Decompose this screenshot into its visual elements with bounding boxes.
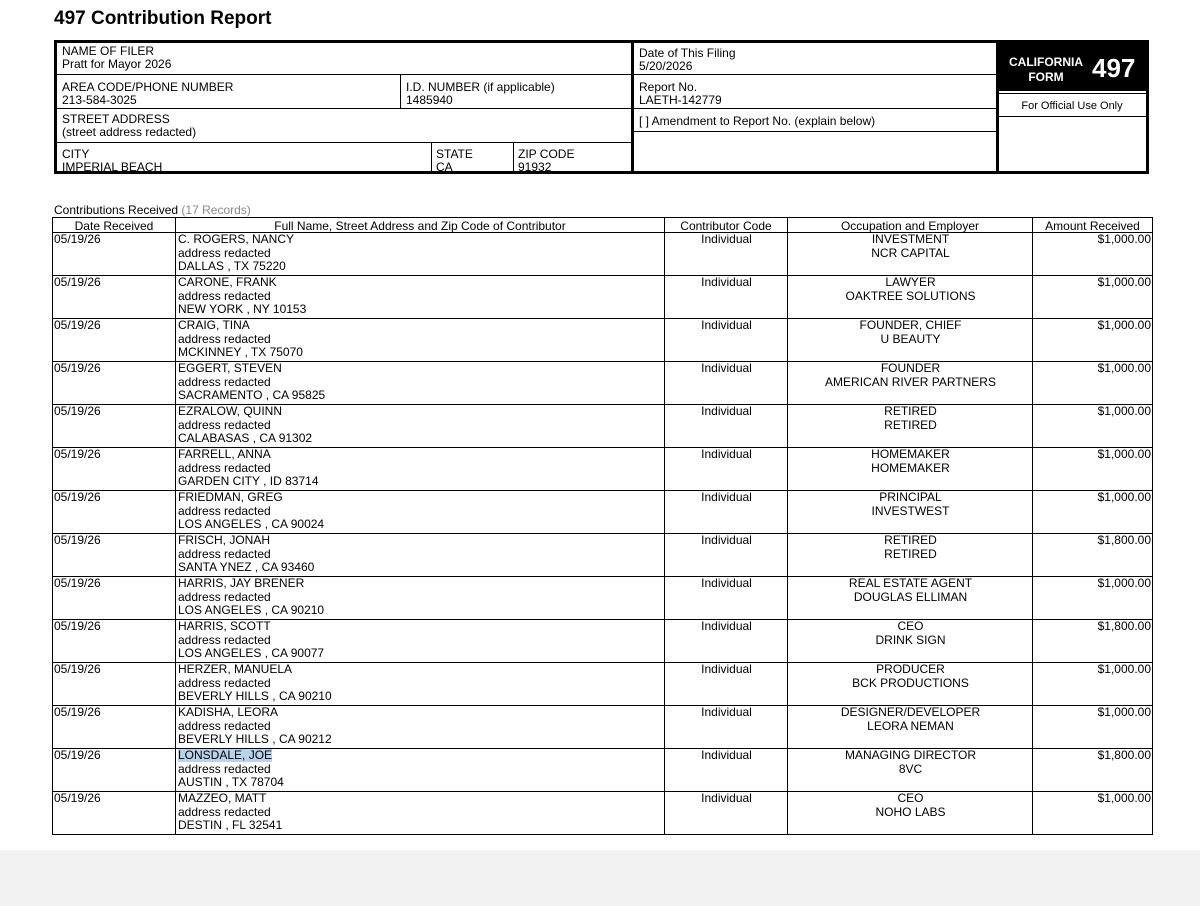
contributor-city: MCKINNEY , TX 75070 (178, 345, 303, 359)
official-use-label: For Official Use Only (998, 93, 1146, 117)
state-value: CA (436, 160, 453, 174)
table-row (53, 276, 1153, 319)
amount-received: $1,000.00 (1033, 491, 1153, 534)
form-id-badge (998, 43, 1146, 91)
filing-date-label: Date of This Filing (639, 46, 736, 60)
date-received: 05/19/26 (53, 620, 176, 663)
street-label: STREET ADDRESS (62, 112, 170, 126)
contributor-code: Individual (665, 577, 788, 620)
contributor-name[interactable]: FARRELL, ANNA (178, 447, 271, 461)
occupation: LAWYER (885, 275, 936, 289)
occupation: CEO (897, 619, 924, 633)
form-id-block (998, 43, 1146, 171)
employer: BCK PRODUCTIONS (852, 675, 969, 690)
date-received: 05/19/26 (53, 706, 176, 749)
contributor-city: LOS ANGELES , CA 90077 (178, 646, 325, 660)
contributor-code: Individual (665, 706, 788, 749)
contributor-address: address redacted (178, 460, 271, 475)
contributor-city: BEVERLY HILLS , CA 90212 (178, 732, 332, 746)
date-received: 05/19/26 (53, 792, 176, 835)
amount-received: $1,800.00 (1033, 620, 1153, 663)
city-cell (57, 146, 431, 174)
contributor-city: NEW YORK , NY 10153 (178, 302, 307, 316)
contributor-address: address redacted (178, 632, 271, 647)
employer: AMERICAN RIVER PARTNERS (825, 374, 996, 389)
filing-date-cell (634, 45, 996, 73)
contributor-code: Individual (665, 448, 788, 491)
contributor-address: address redacted (178, 417, 271, 432)
contributor-address: address redacted (178, 245, 271, 260)
date-received: 05/19/26 (53, 491, 176, 534)
occupation-employer-cell (788, 362, 1033, 405)
employer: RETIRED (884, 417, 937, 432)
contributor-address: address redacted (178, 288, 271, 303)
date-received: 05/19/26 (53, 663, 176, 706)
form-state-text: CALIFORNIA (1009, 55, 1083, 69)
section-heading (54, 203, 251, 217)
employer: DOUGLAS ELLIMAN (853, 589, 968, 604)
contributor-cell (176, 319, 665, 362)
contributor-name[interactable]: CRAIG, TINA (178, 318, 250, 332)
contributor-cell (176, 233, 665, 276)
contributor-name[interactable]: EGGERT, STEVEN (178, 361, 282, 375)
date-received: 05/19/26 (53, 577, 176, 620)
employer: NOHO LABS (875, 804, 946, 819)
occupation-employer-cell (788, 405, 1033, 448)
filing-date-value: 5/20/2026 (639, 59, 693, 73)
contributor-code: Individual (665, 749, 788, 792)
occupation: MANAGING DIRECTOR (844, 748, 977, 762)
table-row (53, 620, 1153, 663)
contributor-cell (176, 448, 665, 491)
contributor-cell (176, 620, 665, 663)
page-title: 497 Contribution Report (54, 8, 272, 29)
contributor-address: address redacted (178, 718, 271, 733)
state-label: STATE (436, 147, 473, 161)
contributor-cell (176, 362, 665, 405)
zip-value: 91932 (518, 160, 552, 174)
col-contributor-code: Contributor Code (665, 218, 788, 233)
occupation-employer-cell (788, 706, 1033, 749)
occupation: RETIRED (884, 533, 937, 547)
street-value: (street address redacted) (62, 125, 197, 139)
id-label: I.D. NUMBER (if applicable) (406, 80, 555, 94)
id-cell (401, 79, 631, 107)
amount-received: $1,800.00 (1033, 534, 1153, 577)
employer: OAKTREE SOLUTIONS (845, 288, 976, 303)
contributor-city: GARDEN CITY , ID 83714 (178, 474, 319, 488)
contributor-name[interactable]: LONSDALE, JOE (178, 748, 273, 762)
amendment-label: [ ] Amendment to Report No. (explain below) (639, 114, 876, 128)
report-number-value: LAETH-142779 (639, 93, 722, 107)
contributor-code: Individual (665, 362, 788, 405)
amount-received: $1,000.00 (1033, 319, 1153, 362)
employer: LEORA NEMAN (867, 718, 954, 733)
occupation-employer-cell (788, 276, 1033, 319)
contributor-address: address redacted (178, 675, 271, 690)
contributor-city: BEVERLY HILLS , CA 90210 (178, 689, 332, 703)
col-contributor: Full Name, Street Address and Zip Code of Contributor (176, 218, 665, 233)
contributor-name[interactable]: MAZZEO, MATT (178, 791, 267, 805)
contributor-address: address redacted (178, 804, 271, 819)
city-label: CITY (62, 147, 90, 161)
contributor-cell (176, 405, 665, 448)
contributor-address: address redacted (178, 546, 271, 561)
contributor-cell (176, 792, 665, 835)
contributor-code: Individual (665, 620, 788, 663)
occupation: REAL ESTATE AGENT (848, 576, 973, 590)
amount-received: $1,000.00 (1033, 577, 1153, 620)
col-date-received: Date Received (53, 218, 176, 233)
contributions-table (52, 217, 1153, 835)
contributor-cell (176, 276, 665, 319)
contributor-name[interactable]: C. ROGERS, NANCY (178, 232, 295, 246)
contributor-cell (176, 491, 665, 534)
table-row (53, 405, 1153, 448)
street-cell (57, 111, 631, 139)
filer-header-box (54, 40, 1149, 174)
contributor-address: address redacted (178, 374, 271, 389)
occupation: FOUNDER (880, 361, 941, 375)
occupation: PRODUCER (876, 662, 945, 676)
occupation-employer-cell (788, 491, 1033, 534)
amount-received: $1,000.00 (1033, 706, 1153, 749)
date-received: 05/19/26 (53, 233, 176, 276)
contributor-city: DALLAS , TX 75220 (178, 259, 286, 273)
employer: DRINK SIGN (875, 632, 946, 647)
amount-received: $1,800.00 (1033, 749, 1153, 792)
table-row (53, 534, 1153, 577)
report-number-label: Report No. (639, 80, 698, 94)
amount-received: $1,000.00 (1033, 362, 1153, 405)
contributor-cell (176, 749, 665, 792)
contributor-name[interactable]: HARRIS, SCOTT (178, 619, 271, 633)
occupation: FOUNDER, CHIEF (859, 318, 962, 332)
occupation-employer-cell (788, 448, 1033, 491)
zip-label: ZIP CODE (518, 147, 575, 161)
occupation: RETIRED (884, 404, 937, 418)
filer-name-value: Pratt for Mayor 2026 (62, 57, 172, 71)
employer: NCR CAPITAL (871, 245, 950, 260)
amount-received: $1,000.00 (1033, 233, 1153, 276)
contributor-name[interactable]: KADISHA, LEORA (178, 705, 279, 719)
col-occupation-employer: Occupation and Employer (788, 218, 1033, 233)
contributor-code: Individual (665, 319, 788, 362)
date-received: 05/19/26 (53, 319, 176, 362)
filer-name-label: NAME OF FILER (62, 44, 155, 58)
contributor-city: SACRAMENTO , CA 95825 (178, 388, 326, 402)
contributor-city: SANTA YNEZ , CA 93460 (178, 560, 315, 574)
employer: INVESTWEST (871, 503, 950, 518)
amount-received: $1,000.00 (1033, 663, 1153, 706)
state-cell (431, 146, 513, 174)
contributor-name[interactable]: HERZER, MANUELA (178, 662, 293, 676)
occupation-employer-cell (788, 534, 1033, 577)
contributor-code: Individual (665, 276, 788, 319)
table-row (53, 362, 1153, 405)
contributor-address: address redacted (178, 761, 271, 776)
occupation: PRINCIPAL (879, 490, 942, 504)
table-row (53, 233, 1153, 276)
col-amount-received: Amount Received (1033, 218, 1153, 233)
amount-received: $1,000.00 (1033, 405, 1153, 448)
contributor-name[interactable]: HARRIS, JAY BRENER (178, 576, 305, 590)
occupation-employer-cell (788, 577, 1033, 620)
viewer-background (0, 850, 1200, 906)
occupation: HOMEMAKER (871, 447, 950, 461)
employer: 8VC (898, 761, 923, 776)
occupation: CEO (897, 791, 924, 805)
occupation-employer-cell (788, 792, 1033, 835)
contributor-city: LOS ANGELES , CA 90210 (178, 603, 325, 617)
amount-received: $1,000.00 (1033, 792, 1153, 835)
occupation-employer-cell (788, 749, 1033, 792)
contributor-name[interactable]: CARONE, FRANK (178, 275, 277, 289)
contributor-cell (176, 534, 665, 577)
table-row (53, 491, 1153, 534)
contributor-city: LOS ANGELES , CA 90024 (178, 517, 325, 531)
form-id-state (1004, 55, 1088, 85)
contributor-name[interactable]: EZRALOW, QUINN (178, 404, 283, 418)
contributor-city: AUSTIN , TX 78704 (178, 775, 284, 789)
contributor-address: address redacted (178, 503, 271, 518)
contributor-cell (176, 577, 665, 620)
occupation: INVESTMENT (871, 232, 950, 246)
date-received: 05/19/26 (53, 405, 176, 448)
record-count: (17 Records) (181, 203, 251, 217)
table-row (53, 749, 1153, 792)
occupation-employer-cell (788, 663, 1033, 706)
contributor-name[interactable]: FRIEDMAN, GREG (178, 490, 283, 504)
report-number-cell (634, 79, 996, 107)
form-form-text: FORM (1028, 70, 1064, 84)
contributor-code: Individual (665, 792, 788, 835)
occupation-employer-cell (788, 233, 1033, 276)
table-row (53, 706, 1153, 749)
phone-cell (57, 79, 400, 107)
table-header-row (53, 218, 1153, 233)
amount-received: $1,000.00 (1033, 276, 1153, 319)
contributor-city: DESTIN , FL 32541 (178, 818, 283, 832)
contributor-code: Individual (665, 534, 788, 577)
table-row (53, 577, 1153, 620)
table-row (53, 319, 1153, 362)
zip-cell (513, 146, 631, 174)
contributor-address: address redacted (178, 331, 271, 346)
table-row (53, 663, 1153, 706)
contributor-code: Individual (665, 491, 788, 534)
id-value: 1485940 (406, 93, 453, 107)
table-row (53, 448, 1153, 491)
table-row (53, 792, 1153, 835)
contributor-code: Individual (665, 663, 788, 706)
occupation-employer-cell (788, 620, 1033, 663)
occupation: DESIGNER/DEVELOPER (840, 705, 981, 719)
date-received: 05/19/26 (53, 276, 176, 319)
contributor-cell (176, 706, 665, 749)
contributor-name[interactable]: FRISCH, JONAH (178, 533, 271, 547)
employer: HOMEMAKER (871, 460, 950, 475)
contributor-cell (176, 663, 665, 706)
section-label: Contributions Received (54, 203, 179, 217)
date-received: 05/19/26 (53, 749, 176, 792)
contributor-code: Individual (665, 405, 788, 448)
employer: U BEAUTY (880, 331, 941, 346)
amount-received: $1,000.00 (1033, 448, 1153, 491)
phone-label: AREA CODE/PHONE NUMBER (62, 80, 234, 94)
contributor-city: CALABASAS , CA 91302 (178, 431, 313, 445)
employer: RETIRED (884, 546, 937, 561)
city-value: IMPERIAL BEACH (62, 160, 163, 174)
form-number: 497 (1092, 53, 1136, 83)
contributor-address: address redacted (178, 589, 271, 604)
filer-name-cell (57, 43, 631, 71)
occupation-employer-cell (788, 319, 1033, 362)
contributor-code: Individual (665, 233, 788, 276)
date-received: 05/19/26 (53, 448, 176, 491)
amendment-cell (634, 113, 996, 128)
date-received: 05/19/26 (53, 362, 176, 405)
date-received: 05/19/26 (53, 534, 176, 577)
phone-value: 213-584-3025 (62, 93, 137, 107)
